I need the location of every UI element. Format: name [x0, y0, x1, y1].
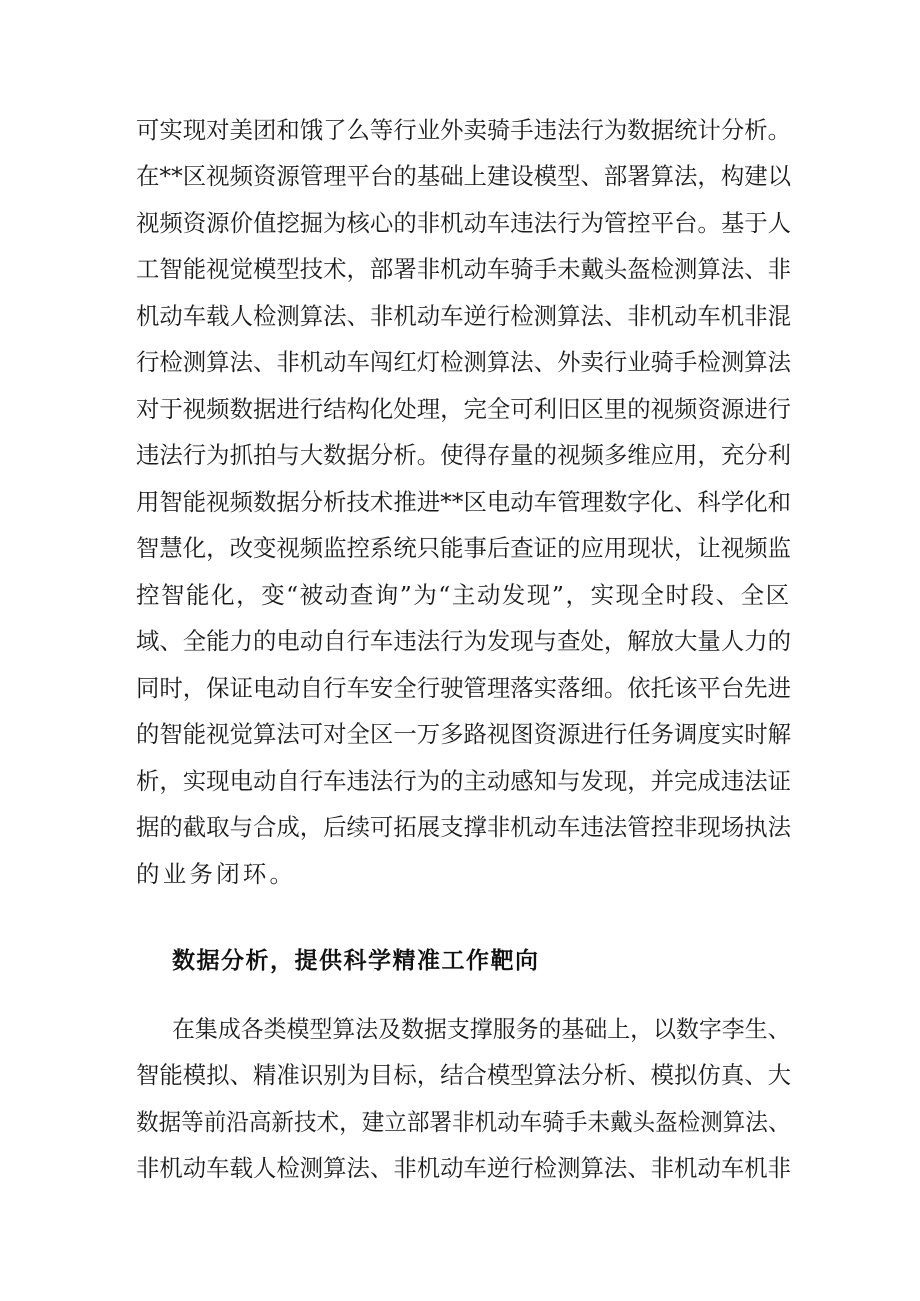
paragraph-line: 用智能视频数据分析技术推进**区电动车管理数字化、科学化和 — [136, 488, 791, 516]
paragraph-line: 行检测算法、非机动车闯红灯检测算法、外卖行业骑手检测算法 — [136, 348, 791, 376]
paragraph-line: 工智能视觉模型技术，部署非机动车骑手未戴头盔检测算法、非 — [136, 255, 791, 283]
paragraph-line: 违法行为抓拍与大数据分析。使得存量的视频多维应用，充分利 — [136, 441, 791, 469]
paragraph-line: 控智能化，变“被动查询”为“主动发现”，实现全时段、全区 — [136, 581, 791, 609]
paragraph-line: 在**区视频资源管理平台的基础上建设模型、部署算法，构建以 — [136, 162, 791, 190]
paragraph-line: 机动车载人检测算法、非机动车逆行检测算法、非机动车机非混 — [136, 302, 791, 330]
paragraph-line: 的智能视觉算法可对全区一万多路视图资源进行任务调度实时解 — [136, 720, 791, 748]
paragraph-line: 视频资源价值挖掘为核心的非机动车违法行为管控平台。基于人 — [136, 209, 791, 237]
paragraph-line: 智慧化，改变视频监控系统只能事后查证的应用现状，让视频监 — [136, 534, 791, 562]
paragraph-line: 智能模拟、精准识别为目标，结合模型算法分析、模拟仿真、大 — [136, 1061, 791, 1089]
paragraph-line: 同时，保证电动自行车安全行驶管理落实落细。依托该平台先进 — [136, 674, 791, 702]
paragraph-line: 的业务闭环。 — [136, 860, 297, 888]
section-heading: 数据分析，提供科学精准工作靶向 — [172, 948, 540, 974]
paragraph-line: 域、全能力的电动自行车违法行为发现与查处，解放大量人力的 — [136, 627, 791, 655]
paragraph-line: 析，实现电动自行车违法行为的主动感知与发现，并完成违法证 — [136, 767, 791, 795]
paragraph-line: 数据等前沿高新技术，建立部署非机动车骑手未戴头盔检测算法、 — [136, 1108, 791, 1136]
paragraph-line: 在集成各类模型算法及数据支撑服务的基础上，以数字李生、 — [172, 1015, 791, 1043]
paragraph-line: 对于视频数据进行结构化处理，完全可利旧区里的视频资源进行 — [136, 395, 791, 423]
paragraph-line: 非机动车载人检测算法、非机动车逆行检测算法、非机动车机非 — [136, 1154, 791, 1182]
paragraph-line: 据的截取与合成，后续可拓展支撑非机动车违法管控非现场执法 — [136, 813, 791, 841]
paragraph-line: 可实现对美团和饿了么等行业外卖骑手违法行为数据统计分析。 — [136, 116, 791, 144]
